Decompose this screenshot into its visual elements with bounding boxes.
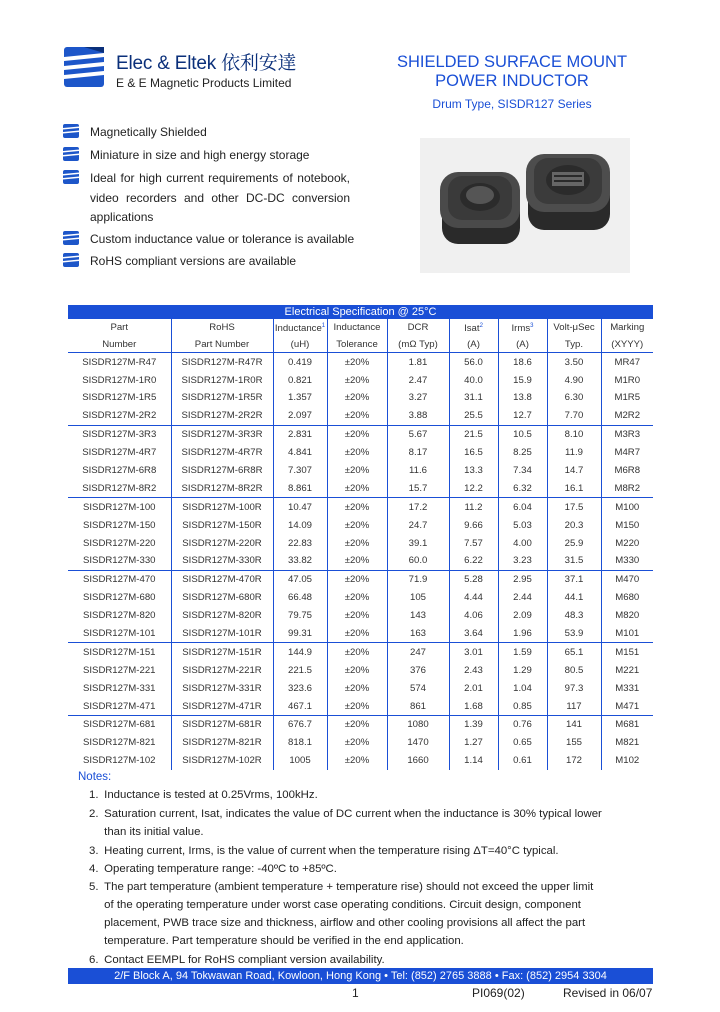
table-cell: 40.0 [449, 371, 498, 389]
table-cell: 17.2 [387, 498, 449, 516]
table-cell: MR47 [614, 356, 641, 368]
table-row [68, 534, 653, 552]
header-cell: Volt-μSec [547, 319, 601, 336]
table-row [68, 643, 653, 661]
table-cell: 22.83 [273, 534, 327, 552]
table-cell: 14.7 [547, 462, 601, 480]
table-title: Electrical Specification @ 25°C [68, 305, 653, 319]
table-row [68, 516, 653, 534]
table-cell: ±20% [327, 752, 387, 770]
table-cell: SISDR127M-681 [68, 716, 171, 734]
table-cell: ±20% [327, 389, 387, 407]
feature-item [62, 123, 350, 143]
table-cell: 44.1 [547, 589, 601, 607]
table-cell: M330 [601, 552, 653, 570]
table-cell: SISDR127M-331R [171, 679, 273, 697]
table-cell: 39.1 [387, 534, 449, 552]
table-row [68, 407, 653, 425]
table-cell: 2.43 [449, 661, 498, 679]
table-cell: 66.48 [273, 589, 327, 607]
table-cell: SISDR127M-330R [171, 552, 273, 570]
table-cell: M471 [601, 697, 653, 715]
table-row [68, 752, 653, 770]
table-cell: M150 [615, 519, 640, 531]
table-cell: SISDR127M-2R2 [68, 407, 171, 425]
table-cell: 8.10 [547, 425, 601, 443]
table-cell: 376 [387, 661, 449, 679]
note-item: 6. Contact EEMPL for RoHS compliant version availability. [89, 954, 385, 966]
table-cell: M6R8 [614, 464, 641, 476]
table-cell: 5.28 [449, 570, 498, 588]
feature-text: Ideal for high current requirements of notebook, video recorders and other DC-DC conversion applications [90, 171, 350, 224]
table-cell: 117 [547, 697, 601, 715]
table-cell: 141 [547, 716, 601, 734]
table-row [68, 625, 653, 643]
table-cell: 3.50 [547, 353, 601, 371]
table-cell: SISDR127M-820 [68, 607, 171, 625]
table-cell: 10.47 [273, 498, 327, 516]
table-cell: 1.29 [498, 661, 547, 679]
electrical-spec-table [68, 305, 653, 770]
table-cell: ±20% [327, 625, 387, 643]
table-cell: ±20% [327, 643, 387, 661]
table-cell: SISDR127M-102 [68, 752, 171, 770]
table-row [68, 498, 653, 516]
table-cell: SISDR127M-151R [171, 643, 273, 661]
table-cell: 7.57 [449, 534, 498, 552]
table-cell: SISDR127M-101 [68, 625, 171, 643]
header-cell: Typ. [547, 336, 601, 353]
table-cell: 1.14 [449, 752, 498, 770]
table-cell: SISDR127M-4R7R [171, 444, 273, 462]
table-cell: ±20% [327, 498, 387, 516]
table-cell: ±20% [327, 570, 387, 588]
table-cell: 11.2 [449, 498, 498, 516]
table-cell: 7.70 [547, 407, 601, 425]
table-cell: 1.27 [449, 734, 498, 752]
table-cell: SISDR127M-821 [68, 734, 171, 752]
header-cell: Inductance$^1$ [273, 319, 327, 336]
header-cell: Inductance [327, 319, 387, 336]
header-cell: Irms$^3$ [498, 319, 547, 336]
table-cell: SISDR127M-100 [68, 498, 171, 516]
table-row [68, 479, 653, 497]
table-cell: 144.9 [273, 643, 327, 661]
table-cell: SISDR127M-150R [171, 516, 273, 534]
table-cell: SISDR127M-8R2 [68, 479, 171, 497]
table-cell: 323.6 [273, 679, 327, 697]
table-row [68, 462, 653, 480]
table-cell: ±20% [327, 425, 387, 443]
header-cell: (A) [498, 336, 547, 353]
table-cell: ±20% [327, 444, 387, 462]
table-cell: 17.5 [547, 498, 601, 516]
table-row [68, 570, 653, 588]
product-title-line2: POWER INDUCTOR [435, 72, 589, 90]
table-cell: SISDR127M-220 [68, 534, 171, 552]
bullet-logo-icon [62, 231, 80, 245]
table-cell: 3.23 [498, 552, 547, 570]
table-cell: SISDR127M-331 [68, 679, 171, 697]
table-cell: M681 [615, 719, 640, 731]
page-number: 1 [352, 986, 359, 1000]
table-cell: 56.0 [449, 353, 498, 371]
table-cell: 0.419 [273, 353, 327, 371]
table-cell: SISDR127M-220R [171, 534, 273, 552]
table-cell: 33.82 [273, 552, 327, 570]
table-cell: 1080 [387, 716, 449, 734]
table-cell: 60.0 [387, 552, 449, 570]
table-cell: 37.1 [547, 570, 601, 588]
table-cell: ±20% [327, 607, 387, 625]
table-cell: 4.90 [547, 371, 601, 389]
company-logo [60, 45, 108, 89]
table-cell: 48.3 [547, 607, 601, 625]
table-cell: 2.47 [387, 371, 449, 389]
header-cell: Tolerance [327, 336, 387, 353]
table-cell: SISDR127M-4R7 [68, 444, 171, 462]
table-cell: ±20% [327, 371, 387, 389]
table-cell: M1R5 [614, 392, 641, 404]
table-cell: SISDR127M-680R [171, 589, 273, 607]
table-cell: SISDR127M-820R [171, 607, 273, 625]
table-cell: 47.05 [273, 570, 327, 588]
table-row [68, 444, 653, 462]
table-cell: M221 [615, 664, 640, 676]
table-cell: 1005 [273, 752, 327, 770]
table-cell: 172 [547, 752, 601, 770]
header-cell: Part [68, 319, 171, 336]
table-cell: 12.7 [498, 407, 547, 425]
header-cell: (A) [449, 336, 498, 353]
table-cell: 25.5 [449, 407, 498, 425]
table-body [68, 353, 653, 770]
feature-text: Custom inductance value or tolerance is available [90, 232, 355, 246]
table-cell: 1.96 [498, 625, 547, 643]
table-cell: 3.64 [449, 625, 498, 643]
table-cell: SISDR127M-681R [171, 716, 273, 734]
table-cell: SISDR127M-470 [68, 570, 171, 588]
footer-address-bar: 2/F Block A, 94 Tokwawan Road, Kowloon, Hong Kong • Tel: (852) 2765 3888 • Fax: (852) 2954 3304 [68, 968, 653, 984]
table-row [68, 371, 653, 389]
table-cell: 6.04 [498, 498, 547, 516]
table-cell: SISDR127M-150 [68, 516, 171, 534]
header-cell: (uH) [273, 336, 327, 353]
table-cell: 0.76 [498, 716, 547, 734]
table-cell: 1.59 [498, 643, 547, 661]
table-cell: 1.357 [273, 389, 327, 407]
table-row [68, 425, 653, 443]
table-cell: 20.3 [547, 516, 601, 534]
table-cell: 2.44 [498, 589, 547, 607]
table-cell: SISDR127M-470R [171, 570, 273, 588]
table-row [68, 697, 653, 715]
feature-item [62, 230, 390, 250]
table-cell: ±20% [327, 407, 387, 425]
table-cell: 6.22 [449, 552, 498, 570]
table-cell: 0.821 [273, 371, 327, 389]
table-cell: 247 [387, 643, 449, 661]
feature-text: Magnetically Shielded [90, 125, 207, 139]
header-cell: Marking [610, 322, 645, 334]
table-cell: SISDR127M-102R [171, 752, 273, 770]
table-cell: 1470 [387, 734, 449, 752]
table-cell: M470 [615, 574, 640, 586]
feature-text: Miniature in size and high energy storage [90, 148, 310, 162]
table-cell: SISDR127M-821R [171, 734, 273, 752]
table-cell: 14.09 [273, 516, 327, 534]
notes-title: Notes: [78, 771, 112, 783]
table-cell: 1660 [387, 752, 449, 770]
table-cell: 7.34 [498, 462, 547, 480]
document-code: PI069(02) [472, 986, 525, 1000]
table-cell: 12.2 [449, 479, 498, 497]
table-cell: SISDR127M-101R [171, 625, 273, 643]
company-subtitle: E & E Magnetic Products Limited [116, 76, 292, 90]
feature-item [62, 169, 350, 228]
table-cell: 16.5 [449, 444, 498, 462]
table-cell: 5.03 [498, 516, 547, 534]
table-row [68, 734, 653, 752]
table-cell: ±20% [327, 516, 387, 534]
table-cell: SISDR127M-1R0 [68, 371, 171, 389]
table-cell: 31.5 [547, 552, 601, 570]
table-cell: ±20% [327, 661, 387, 679]
table-cell: 3.88 [387, 407, 449, 425]
table-row [68, 389, 653, 407]
table-cell: SISDR127M-R47 [68, 353, 171, 371]
table-cell: 6.32 [498, 479, 547, 497]
table-cell: ±20% [327, 353, 387, 371]
table-cell: SISDR127M-3R3 [68, 425, 171, 443]
table-cell: 10.5 [498, 425, 547, 443]
table-cell: 97.3 [547, 679, 601, 697]
table-cell: 53.9 [547, 625, 601, 643]
table-cell: 21.5 [449, 425, 498, 443]
table-cell: M101 [601, 625, 653, 643]
table-row [68, 679, 653, 697]
table-cell: SISDR127M-1R5R [171, 389, 273, 407]
table-cell: 99.31 [273, 625, 327, 643]
table-row [68, 661, 653, 679]
table-cell: 4.841 [273, 444, 327, 462]
table-cell: 0.61 [498, 752, 547, 770]
table-cell: 861 [387, 697, 449, 715]
table-cell: ±20% [327, 716, 387, 734]
table-cell: 0.85 [498, 697, 547, 715]
table-cell: ±20% [327, 479, 387, 497]
table-row [68, 353, 653, 371]
table-cell: 2.831 [273, 425, 327, 443]
table-cell: 13.3 [449, 462, 498, 480]
header-cell: RoHS [171, 319, 273, 336]
table-cell: SISDR127M-151 [68, 643, 171, 661]
table-cell: M102 [615, 755, 640, 767]
table-cell: 8.25 [498, 444, 547, 462]
table-cell: SISDR127M-471 [68, 697, 171, 715]
table-cell: 3.27 [387, 389, 449, 407]
table-cell: 65.1 [547, 643, 601, 661]
table-cell: SISDR127M-221 [68, 661, 171, 679]
bullet-logo-icon [62, 147, 80, 161]
product-photo [420, 138, 630, 273]
table-header-row [68, 319, 653, 336]
table-cell: 2.097 [273, 407, 327, 425]
bullet-logo-icon [62, 253, 80, 267]
table-cell: M680 [615, 592, 640, 604]
table-cell: 2.09 [498, 607, 547, 625]
table-cell: SISDR127M-471R [171, 697, 273, 715]
table-cell: ±20% [327, 734, 387, 752]
table-cell: M331 [615, 682, 640, 694]
table-cell: 676.7 [273, 716, 327, 734]
header-cell: (XYYY) [601, 336, 653, 353]
table-cell: SISDR127M-R47R [171, 353, 273, 371]
table-cell: 155 [547, 734, 601, 752]
table-row [68, 552, 653, 570]
table-cell: SISDR127M-3R3R [171, 425, 273, 443]
table-cell: SISDR127M-221R [171, 661, 273, 679]
table-cell: SISDR127M-330 [68, 552, 171, 570]
table-cell: 6.30 [547, 389, 601, 407]
table-cell: 24.7 [387, 516, 449, 534]
table-cell: 71.9 [387, 570, 449, 588]
table-cell: 1.39 [449, 716, 498, 734]
revision-date: Revised in 06/07 [563, 986, 653, 1000]
table-cell: 13.8 [498, 389, 547, 407]
table-cell: 4.00 [498, 534, 547, 552]
table-cell: 5.67 [387, 425, 449, 443]
table-cell: 574 [387, 679, 449, 697]
header-cell: DCR [387, 319, 449, 336]
note-item: 1. Inductance is tested at 0.25Vrms, 100kHz. [89, 789, 318, 801]
table-cell: 15.7 [387, 479, 449, 497]
note-item: 2. Saturation current, Isat, indicates the value of DC current when the inductance is 30% typical lower than its initial value. [89, 808, 602, 838]
header-cell: (mΩ Typ) [387, 336, 449, 353]
table-cell: 3.01 [449, 643, 498, 661]
table-cell: 105 [387, 589, 449, 607]
table-cell: 7.307 [273, 462, 327, 480]
table-cell: 2.01 [449, 679, 498, 697]
table-cell: SISDR127M-1R5 [68, 389, 171, 407]
note-item: 3. Heating current, Irms, is the value of current when the temperature rising ΔT=40°C typical. [89, 845, 559, 857]
table-cell: 9.66 [449, 516, 498, 534]
table-cell: SISDR127M-2R2R [171, 407, 273, 425]
table-header-row [68, 336, 653, 353]
feature-text: RoHS compliant versions are available [90, 254, 297, 268]
table-cell: SISDR127M-1R0R [171, 371, 273, 389]
table-cell: ±20% [327, 552, 387, 570]
table-cell: 11.9 [547, 444, 601, 462]
note-item: 4. Operating temperature range: -40ºC to +85ºC. [89, 863, 337, 875]
table-cell: 15.9 [498, 371, 547, 389]
table-cell: M1R0 [614, 374, 641, 386]
table-cell: 18.6 [498, 353, 547, 371]
table-cell: 467.1 [273, 697, 327, 715]
table-row [68, 589, 653, 607]
company-name: Elec & Eltek 依利安達 [116, 53, 297, 74]
feature-item [62, 252, 390, 272]
table-cell: SISDR127M-100R [171, 498, 273, 516]
table-cell: 1.81 [387, 353, 449, 371]
table-cell: M100 [615, 501, 640, 513]
table-cell: 8.861 [273, 479, 327, 497]
table-cell: SISDR127M-6R8R [171, 462, 273, 480]
table-cell: ±20% [327, 589, 387, 607]
bullet-logo-icon [62, 170, 80, 184]
table-cell: 818.1 [273, 734, 327, 752]
table-cell: M220 [615, 537, 640, 549]
bullet-logo-icon [62, 124, 80, 138]
table-cell: SISDR127M-680 [68, 589, 171, 607]
table-cell: ±20% [327, 679, 387, 697]
table-cell: M8R2 [601, 479, 653, 497]
table-cell: M2R2 [601, 407, 653, 425]
feature-item [62, 146, 350, 166]
header-cell: Number [68, 336, 171, 353]
table-cell: 11.6 [387, 462, 449, 480]
table-cell: 4.44 [449, 589, 498, 607]
product-subtitle: Drum Type, SISDR127 Series [432, 97, 592, 111]
product-title-line1: SHIELDED SURFACE MOUNT [396, 53, 628, 71]
table-cell: ±20% [327, 462, 387, 480]
table-cell: 0.65 [498, 734, 547, 752]
table-cell: 221.5 [273, 661, 327, 679]
table-cell: ±20% [327, 697, 387, 715]
table-cell: M151 [615, 646, 640, 658]
table-cell: M821 [615, 737, 640, 749]
table-cell: 16.1 [547, 479, 601, 497]
table-cell: 163 [387, 625, 449, 643]
table-cell: ±20% [327, 534, 387, 552]
table-cell: 31.1 [449, 389, 498, 407]
table-cell: SISDR127M-6R8 [68, 462, 171, 480]
table-row [68, 716, 653, 734]
table-cell: 2.95 [498, 570, 547, 588]
note-item: 5. The part temperature (ambient temperature + temperature rise) should not exceed the upper limit of the operating temperature under worst case operating conditions. Circuit design, component placement, PWB trace size and thickness, airflow and other cooling provisions all affect the part temperature. Part temperature should be verified in the end application. [89, 881, 594, 947]
table-cell: 1.04 [498, 679, 547, 697]
header-cell: Isat$^2$ [449, 319, 498, 336]
table-cell: 8.17 [387, 444, 449, 462]
table-cell: 25.9 [547, 534, 601, 552]
table-cell: M820 [615, 610, 640, 622]
header-cell: Part Number [171, 336, 273, 353]
table-cell: SISDR127M-8R2R [171, 479, 273, 497]
table-cell: 80.5 [547, 661, 601, 679]
table-cell: 143 [387, 607, 449, 625]
table-cell: 4.06 [449, 607, 498, 625]
table-cell: 79.75 [273, 607, 327, 625]
table-row [68, 607, 653, 625]
table-cell: M3R3 [614, 429, 641, 441]
table-cell: 1.68 [449, 697, 498, 715]
table-cell: M4R7 [614, 447, 641, 459]
